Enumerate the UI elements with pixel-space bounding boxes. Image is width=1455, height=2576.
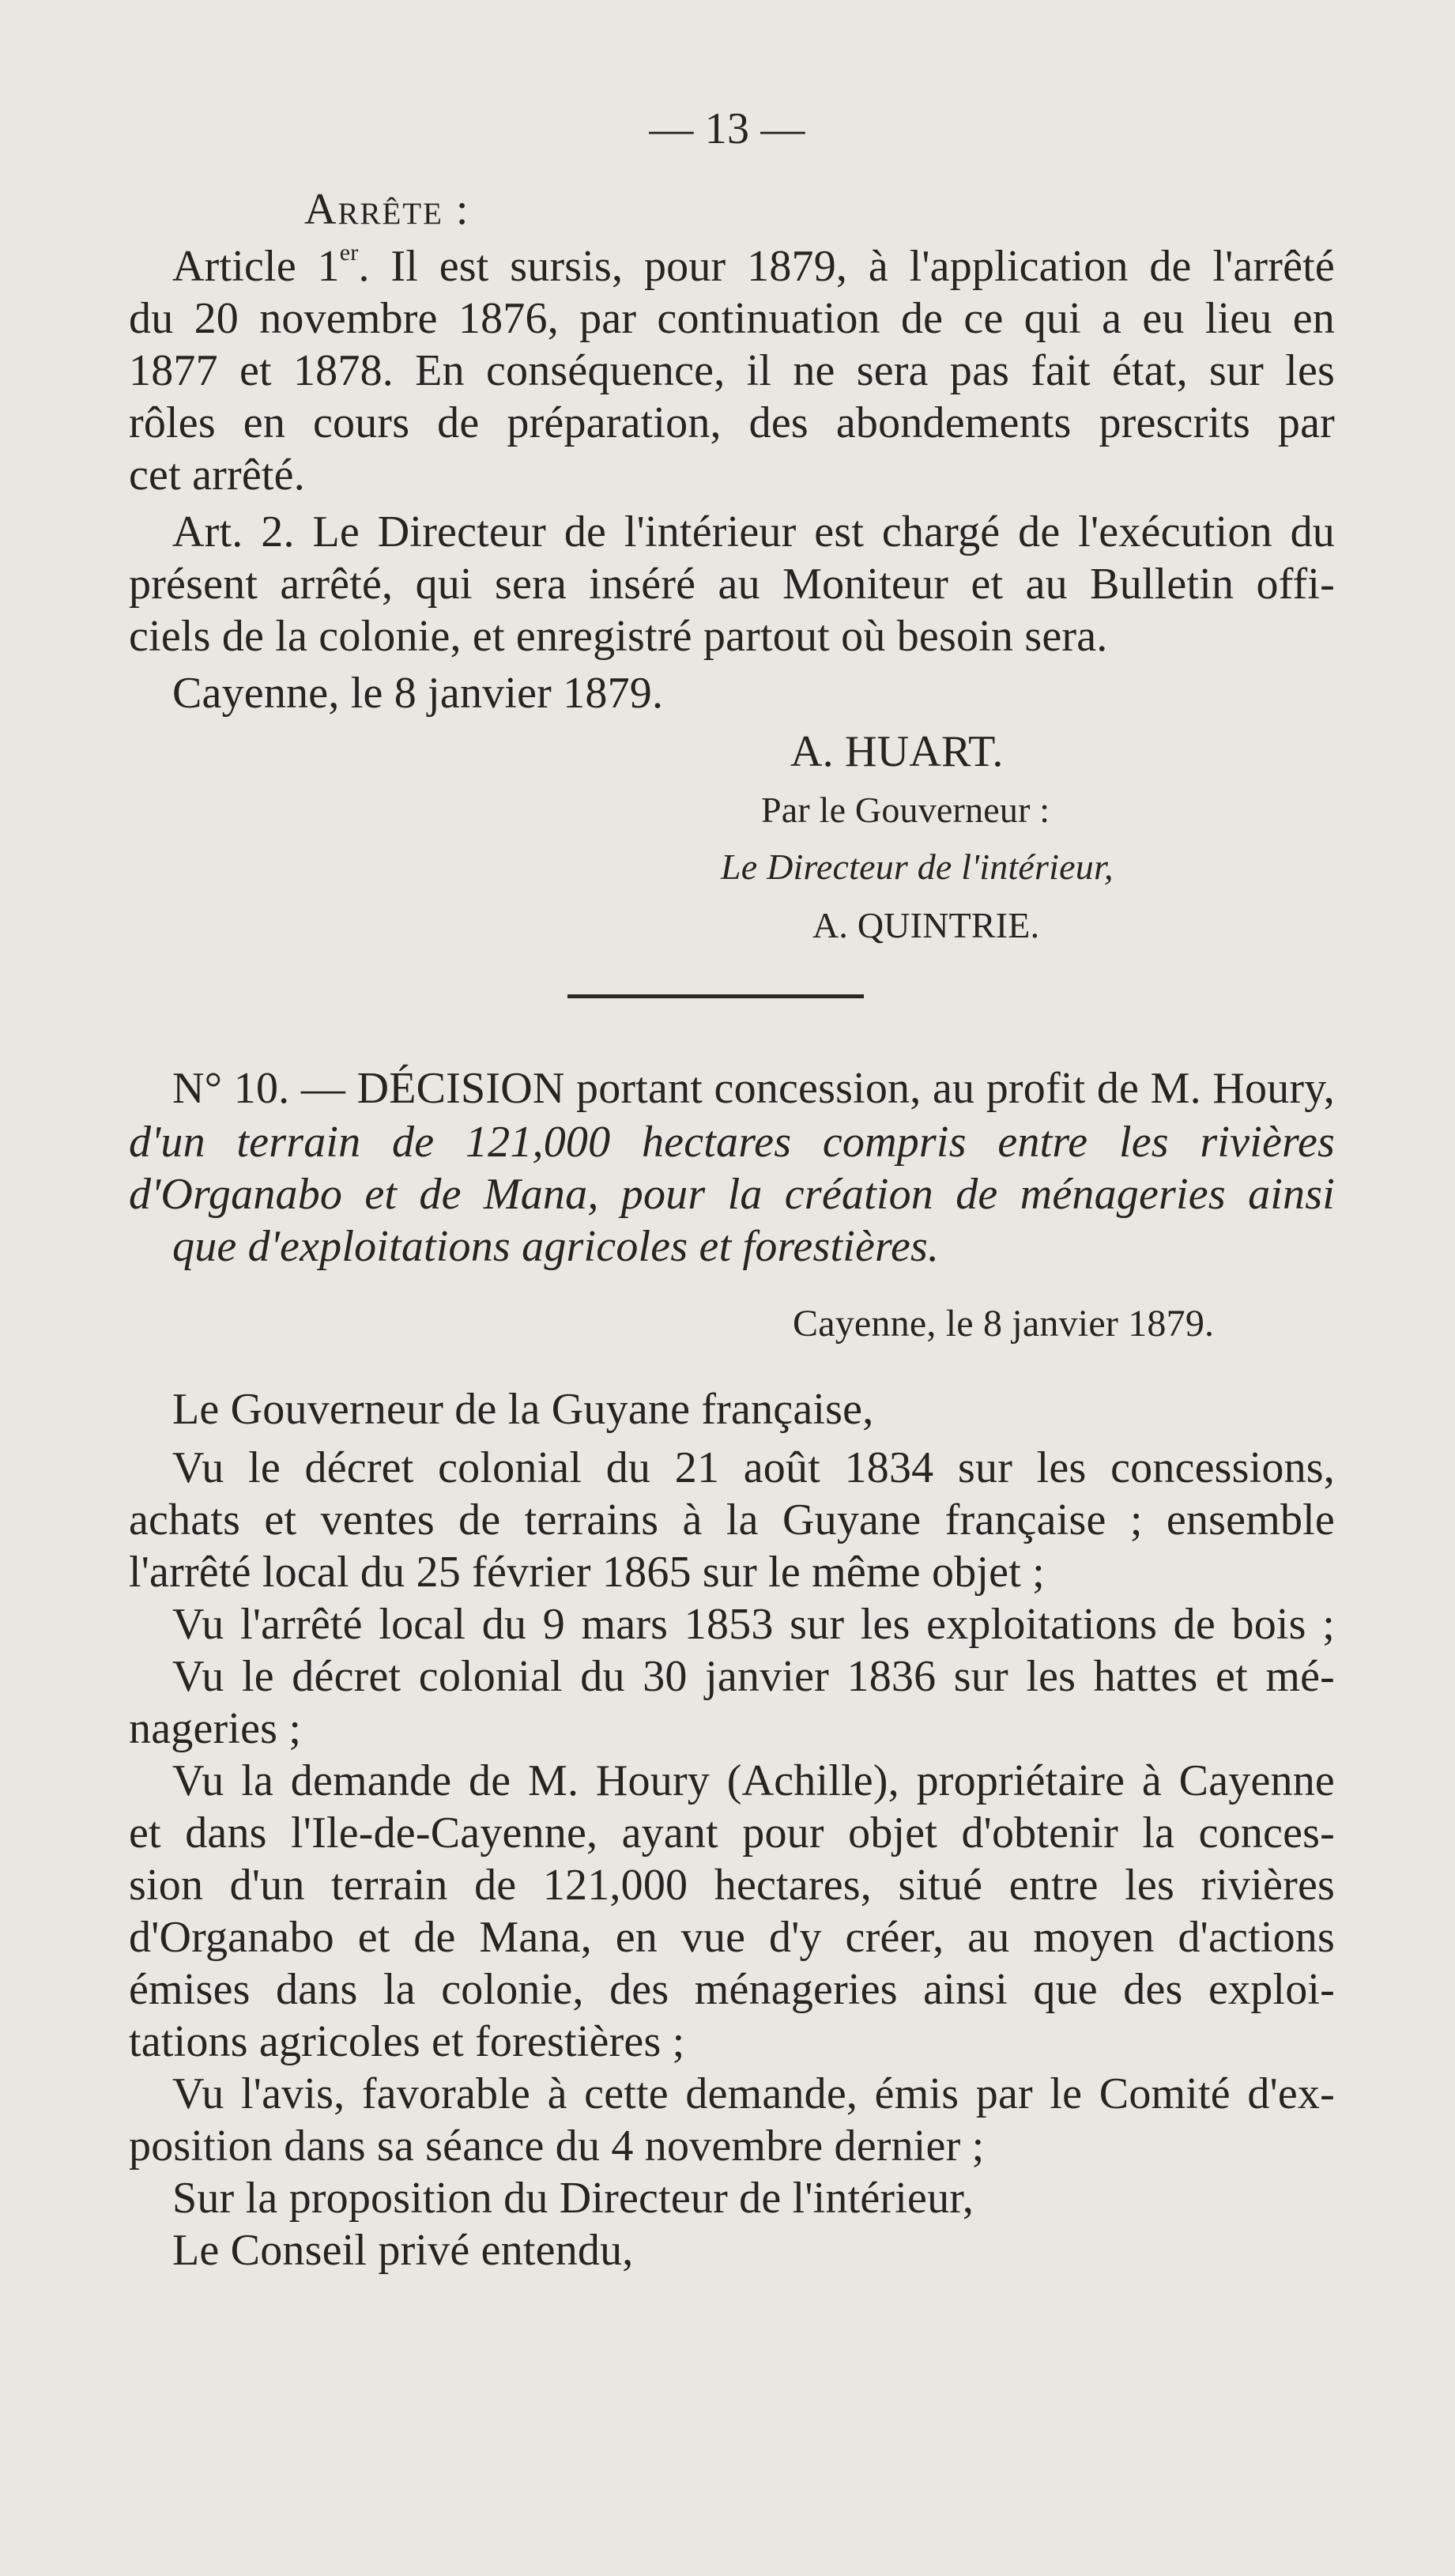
section-divider bbox=[567, 994, 864, 998]
considerant-line: sion d'un terrain de 121,000 hectares, situé entre les rivières bbox=[129, 1861, 1335, 1910]
directeur-title: Le Directeur de l'intérieur, bbox=[721, 847, 1114, 887]
gouverneur-line: Le Gouverneur de la Guyane française, bbox=[172, 1385, 874, 1434]
decision-title-line: d'Organabo et de Mana, pour la création de ménageries ainsi bbox=[129, 1170, 1335, 1219]
article-2-line: présent arrêté, qui sera inséré au Moniteur et au Bulletin offi- bbox=[129, 560, 1335, 609]
considerant-line: Vu l'arrêté local du 9 mars 1853 sur les exploitations de bois ; bbox=[172, 1600, 1335, 1649]
signature-huart: A. HUART. bbox=[790, 727, 1004, 776]
signature-quintrie: A. QUINTRIE. bbox=[812, 905, 1040, 945]
considerant-line: Vu le décret colonial du 21 août 1834 sur les concessions, bbox=[172, 1443, 1335, 1492]
considerant-line: Sur la proposition du Directeur de l'intérieur, bbox=[172, 2174, 974, 2223]
place-date: Cayenne, le 8 janvier 1879. bbox=[172, 669, 664, 718]
considerant-line: d'Organabo et de Mana, en vue d'y créer, au moyen d'actions bbox=[129, 1913, 1335, 1962]
decision-title-line: N° 10. — DÉCISION portant concession, au profit de M. Houry, bbox=[172, 1064, 1335, 1113]
considerant-line: l'arrêté local du 25 février 1865 sur le même objet ; bbox=[129, 1548, 1045, 1597]
article-1-line: du 20 novembre 1876, par continuation de ce qui a eu lieu en bbox=[129, 294, 1335, 343]
considerant-line: Vu l'avis, favorable à cette demande, émis par le Comité d'ex- bbox=[172, 2069, 1335, 2118]
considerant-line: Vu le décret colonial du 30 janvier 1836 sur les hattes et mé- bbox=[172, 1652, 1335, 1701]
considerant-line: nageries ; bbox=[129, 1704, 302, 1753]
place-date: Cayenne, le 8 janvier 1879. bbox=[793, 1303, 1215, 1345]
considerant-line: tations agricoles et forestières ; bbox=[129, 2017, 685, 2066]
considerant-line: achats et ventes de terrains à la Guyane française ; ensemble bbox=[129, 1495, 1335, 1544]
arrete-heading: Arrête : bbox=[304, 185, 470, 234]
article-1-line: rôles en cours de préparation, des abondements prescrits par bbox=[129, 398, 1335, 447]
considerant-line: position dans sa séance du 4 novembre dernier ; bbox=[129, 2122, 985, 2171]
article-2-line: Art. 2. Le Directeur de l'intérieur est chargé de l'exécution du bbox=[172, 507, 1335, 556]
article-2-line: ciels de la colonie, et enregistré partout où besoin sera. bbox=[129, 612, 1108, 661]
decision-title-line: d'un terrain de 121,000 hectares compris entre les rivières bbox=[129, 1118, 1335, 1167]
page-number: — 13 — bbox=[649, 104, 805, 153]
article-1-line: 1877 et 1878. En conséquence, il ne sera pas fait état, sur les bbox=[129, 346, 1335, 395]
article-1-line: cet arrêté. bbox=[129, 451, 305, 500]
considerant-line: Le Conseil privé entendu, bbox=[172, 2226, 634, 2275]
decision-title-line: que d'exploitations agricoles et forestières. bbox=[172, 1222, 940, 1271]
par-le-gouverneur: Par le Gouverneur : bbox=[761, 790, 1050, 830]
considerant-line: Vu la demande de M. Houry (Achille), propriétaire à Cayenne bbox=[172, 1756, 1335, 1805]
considerant-line: et dans l'Ile-de-Cayenne, ayant pour objet d'obtenir la conces- bbox=[129, 1808, 1335, 1858]
article-1-line: Article 1er. Il est sursis, pour 1879, à l'application de l'arrêté bbox=[172, 239, 1335, 291]
considerant-line: émises dans la colonie, des ménageries ainsi que des exploi- bbox=[129, 1965, 1335, 2014]
